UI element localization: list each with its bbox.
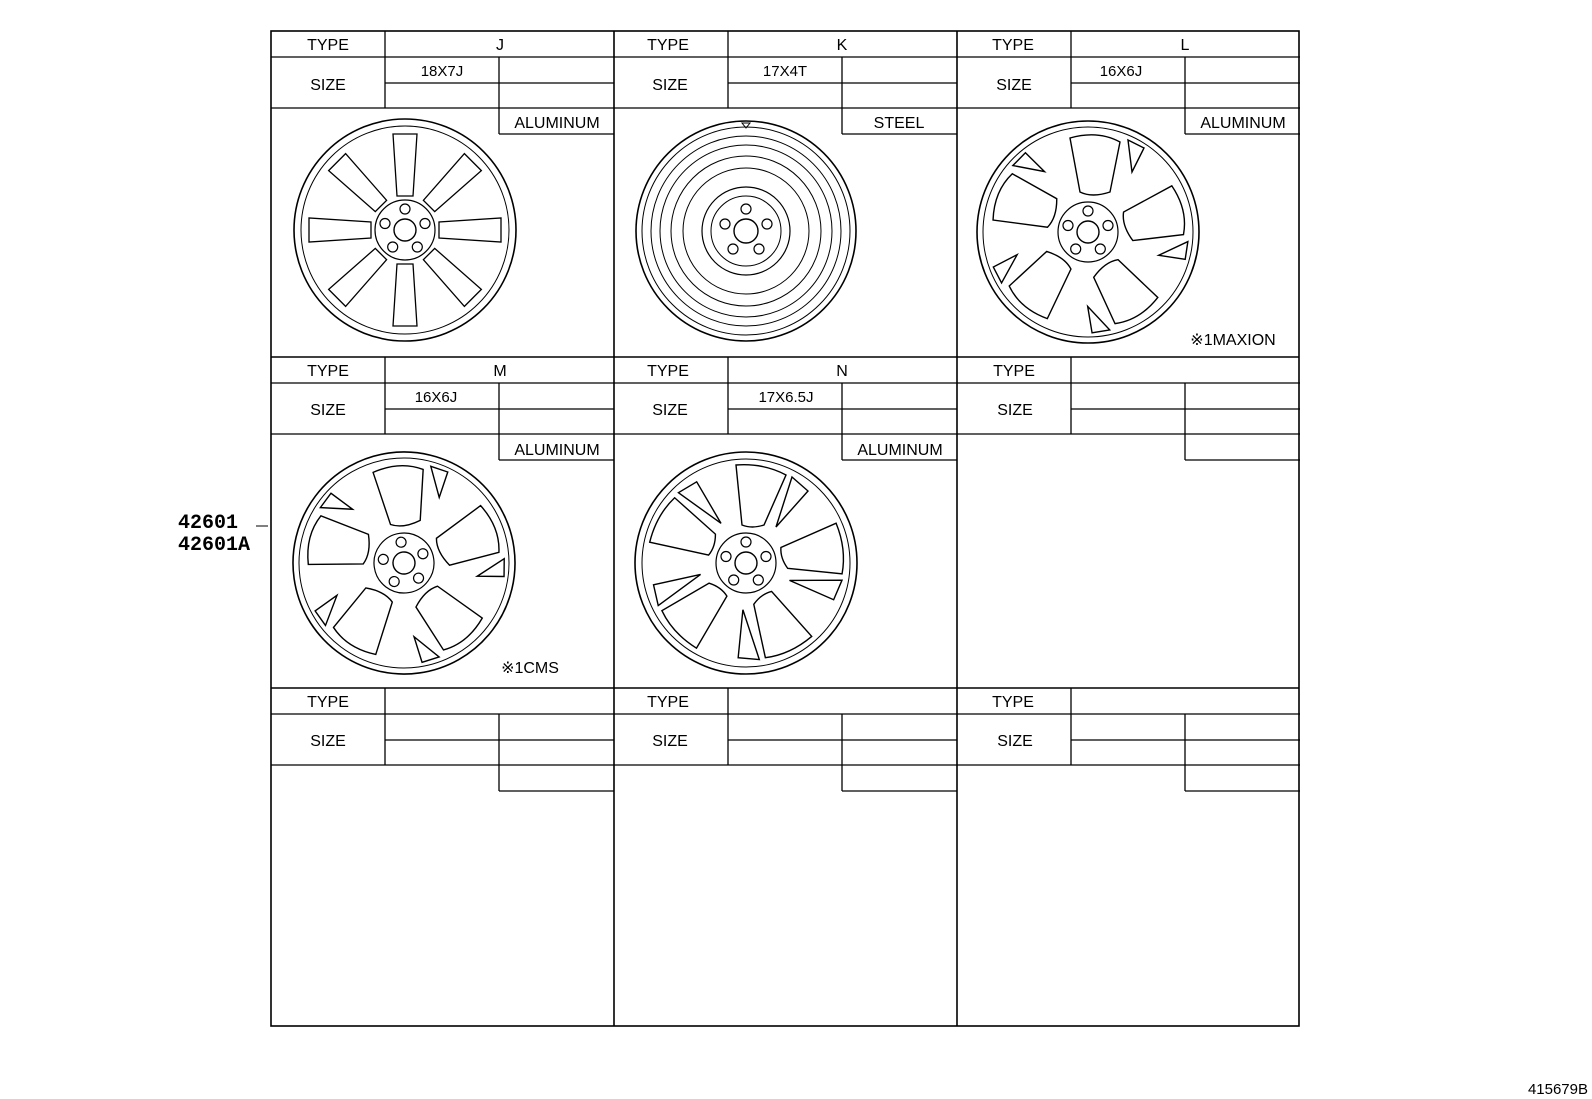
type-label: TYPE xyxy=(992,694,1034,711)
illustration-number: 415679B xyxy=(1527,1081,1588,1098)
wheel-type-l-drawing xyxy=(977,121,1199,343)
size-label: SIZE xyxy=(997,402,1033,419)
type-value: L xyxy=(1180,37,1190,54)
part-number-alt: 42601A xyxy=(178,534,251,557)
material-label: ALUMINUM xyxy=(514,115,600,132)
wheel-type-n-drawing xyxy=(635,452,857,674)
supplier-note: ※1CMS xyxy=(501,660,559,677)
material-label: ALUMINUM xyxy=(514,442,600,459)
material-label: ALUMINUM xyxy=(1200,115,1286,132)
type-label: TYPE xyxy=(307,37,349,54)
size-value: 18X7J xyxy=(420,63,464,80)
size-value: 16X6J xyxy=(414,389,458,406)
size-value: 16X6J xyxy=(1099,63,1143,80)
size-value: 17X6.5J xyxy=(758,389,814,406)
size-label: SIZE xyxy=(652,402,688,419)
type-label: TYPE xyxy=(993,363,1035,380)
type-value: N xyxy=(836,363,848,380)
material-label: STEEL xyxy=(873,115,925,132)
type-value: K xyxy=(836,37,848,54)
wheel-type-k-drawing xyxy=(636,121,856,341)
size-label: SIZE xyxy=(996,77,1032,94)
size-label: SIZE xyxy=(310,77,346,94)
size-label: SIZE xyxy=(997,733,1033,750)
supplier-note: ※1MAXION xyxy=(1190,332,1276,349)
type-label: TYPE xyxy=(307,363,349,380)
wheel-type-j-drawing xyxy=(294,119,516,341)
material-label: ALUMINUM xyxy=(857,442,943,459)
size-label: SIZE xyxy=(652,733,688,750)
size-label: SIZE xyxy=(310,733,346,750)
size-value: 17X4T xyxy=(762,63,808,80)
type-label: TYPE xyxy=(647,37,689,54)
type-label: TYPE xyxy=(647,363,689,380)
type-value: M xyxy=(493,363,507,380)
wheel-type-m-drawing xyxy=(279,438,530,689)
type-label: TYPE xyxy=(307,694,349,711)
type-label: TYPE xyxy=(992,37,1034,54)
part-number: 42601 xyxy=(178,512,239,535)
grid-frame xyxy=(271,31,1299,1026)
type-label: TYPE xyxy=(647,694,689,711)
size-label: SIZE xyxy=(310,402,346,419)
size-label: SIZE xyxy=(652,77,688,94)
type-value: J xyxy=(496,37,504,54)
